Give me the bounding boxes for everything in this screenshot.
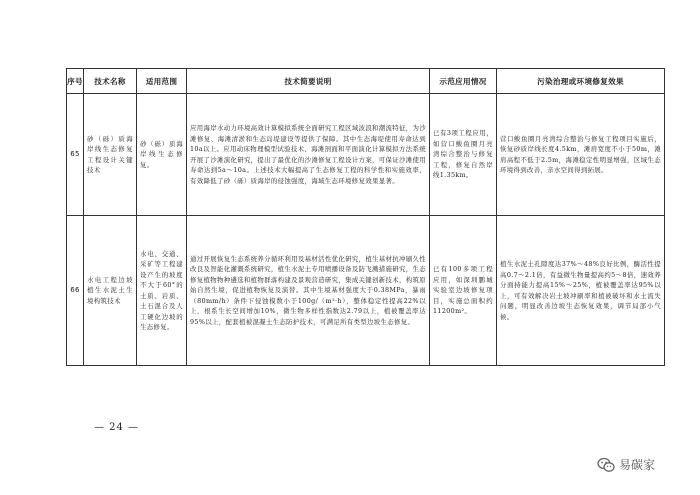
header-demo: 示范应用情况 (430, 69, 497, 94)
row-scope: 砂（砾）质海岸线生态修复。 (140, 139, 183, 169)
wechat-icon (597, 457, 615, 473)
row-name: 砂（砾）质海岸线生态修复工程设计关键技术 (87, 134, 133, 174)
row-scope: 水电、交通、采矿等工程建设产生的坡度不大于60°的土质、岩质、土石混合及人工硬化边坡的生态修复。 (140, 249, 183, 331)
row-name: 水电工程边坡植生水泥土生境构筑技术 (87, 275, 133, 305)
row-no: 65 (67, 94, 84, 216)
watermark-text: 易碳家 (619, 458, 656, 472)
table-row (67, 94, 665, 216)
row-desc: 应用海岸水动力环境高效计算模拟系统全面研究工程区域波浪和潮流特征，为沙滩修复、海滩清淤和生态岛堤建设等提供了保障。其中生态海堤使用寿命达到10a以上。应用动床物理模型试验技术、海滩剖面和平面演化计算模拟方法系统开展了沙滩演化研究，提出了最优化的沙滩修复工程设计方案，可保证沙滩使用寿命达到5a～10a。上述技术大幅提高了生态修复工程的科学性和实施效率，有效降低了砂（砾）质海岸的侵蚀强度，海域生态环境修复效果显著。 (190, 124, 426, 185)
watermark (597, 456, 655, 473)
page-number: — 24 — (94, 422, 140, 433)
row-desc: 通过开展恢复生态系统养分循环利用及基材活性优化研究，植生基材抗冲刷久性改良及智能化灌溉系统研究，植生水泥土专用喷播设备及防飞溅措施研究，生态修复植物物种遴选和植物群落构建及景观营造研究，集成关键创新技术，构筑原始自然生境，促进植物恢复及演替。其中生境基材强度大于0.38MPa，暴雨（80mm/h）条件下侵蚀模数小于100g/（m²·h），整体稳定性提高22%以上，根系生长空间增加10%，微生物多样性指数达2.79以上，植被覆盖率达95%以上，配套植被混凝土生态防护技术，可满足所有类型边坡生态修复。 (190, 254, 426, 326)
table-header-row (67, 69, 665, 94)
row-desc-cell (187, 94, 430, 216)
row-demo-cell (430, 216, 497, 366)
row-demo: 已有3项工程应用，如营口鲅鱼圈月亮湾综合整治与修复工程，修复自然岸线1.35km。 (433, 129, 493, 180)
tech-table (66, 68, 665, 366)
row-demo-cell (430, 94, 497, 216)
header-no: 序号 (67, 69, 84, 94)
row-effect-cell (497, 216, 665, 366)
row-effect: 植生水泥土孔隙度达37%～48%良好比例，酶活性提高0.7～2.1倍，有益微生物量提高约5～8倍，速效养分面持能力提高15%～25%，植被覆盖率达95%以上，可有效解决岩土坡冲刷率和植被破坏和水土流失问题，明显改善边坡生态恢复效果，调节局部小气候。 (500, 260, 661, 321)
header-desc: 技术简要说明 (187, 69, 430, 94)
row-name-cell (84, 94, 137, 216)
header-effect: 污染治理或环境修复效果 (497, 69, 665, 94)
row-desc-cell (187, 216, 430, 366)
row-effect: 营口鲅鱼圈月亮湾综合整治与修复工程项目实施后，恢复砂质岸线长度4.5km，滩肩宽度不小于50m，滩肩高程不低于2.5m，海滩稳定性明显增强，区域生态环境得到改善，亲水空间得到拓展。 (500, 134, 661, 174)
table-row (67, 216, 665, 366)
row-demo: 已有100多项工程应用，如深圳鹏城实验室边坡修复项目，实施总面积约11200m²。 (433, 265, 493, 316)
row-effect-cell (497, 94, 665, 216)
header-name: 技术名称 (84, 69, 137, 94)
row-scope-cell (137, 216, 187, 366)
row-scope-cell (137, 94, 187, 216)
row-name-cell (84, 216, 137, 366)
header-scope: 适用范围 (137, 69, 187, 94)
row-no: 66 (67, 216, 84, 366)
